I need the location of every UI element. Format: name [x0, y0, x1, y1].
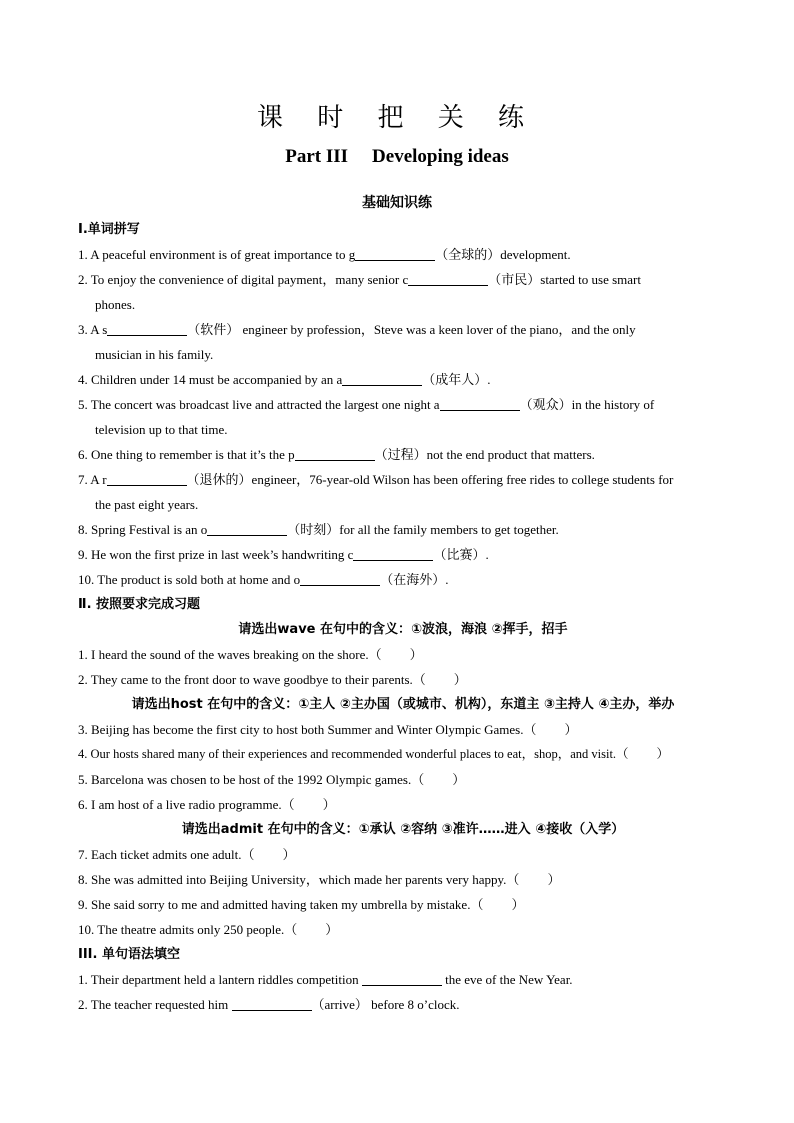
subtitle-topic: Developing ideas	[372, 146, 509, 167]
list-item: 9. He won the first prize in last week’s handwriting c （比赛）.	[78, 547, 489, 562]
subtitle-part: Part III	[285, 146, 349, 167]
list-item: 8. Spring Festival is an o （时刻）for all the family members to get together.	[78, 522, 559, 537]
part3-heading: III. 单句语法填空	[78, 947, 180, 962]
list-item: 8. She was admitted into Beijing University，which made her parents very happy.（ ）	[78, 872, 561, 887]
list-item: 3. A s （软件） engineer by profession，Steve was a keen lover of the piano，and the only	[78, 322, 636, 337]
list-item: 3. Beijing has become the first city to host both Summer and Winter Olympic Games.（ ）	[78, 722, 578, 737]
answer-blank[interactable]	[232, 996, 312, 1011]
list-item: 7. Each ticket admits one adult.（ ）	[78, 847, 296, 862]
host-prompt: 请选出host 在句中的含义：①主人 ②主办国（或城市、机构），东道主 ③主持人 ④主办，举办	[131, 697, 675, 712]
list-item: 5. Barcelona was chosen to be host of the 1992 Olympic games.（ ）	[78, 772, 466, 787]
answer-blank[interactable]	[342, 371, 422, 386]
page-subtitle	[0, 146, 794, 168]
list-item: 2. To enjoy the convenience of digital payment，many senior c （市民）started to use smart	[78, 272, 641, 287]
list-item: 2. They came to the front door to wave goodbye to their parents.（ ）	[78, 672, 467, 687]
section-title: 基础知识练	[362, 195, 432, 211]
list-item-continuation: musician in his family.	[95, 347, 214, 362]
answer-blank[interactable]	[300, 571, 380, 586]
list-item: 1. I heard the sound of the waves breaking on the shore.（ ）	[78, 647, 423, 662]
list-item: 6. One thing to remember is that it’s the p （过程）not the end product that matters.	[78, 447, 595, 462]
list-item: 1. Their department held a lantern riddles competition the eve of the New Year.	[78, 972, 573, 987]
list-item: 4. Children under 14 must be accompanied by an a （成年人）.	[78, 372, 491, 387]
answer-blank[interactable]	[207, 521, 287, 536]
list-item-continuation: television up to that time.	[95, 422, 228, 437]
list-item: 2. The teacher requested him （arrive） before 8 o’clock.	[78, 997, 460, 1012]
page-title: 课 时 把 关 练	[256, 103, 538, 133]
list-item: 1. A peaceful environment is of great importance to g （全球的）development.	[78, 247, 571, 262]
answer-blank[interactable]	[355, 246, 435, 261]
answer-blank[interactable]	[440, 396, 520, 411]
wave-prompt: 请选出wave 在句中的含义：①波浪，海浪 ②挥手，招手	[238, 622, 568, 637]
list-item: 4. Our hosts shared many of their experiences and recommended wonderful places to eat，shop，and visit.（ ）	[78, 747, 670, 761]
exercise-content	[78, 217, 728, 1017]
list-item: 10. The theatre admits only 250 people.（ ）	[78, 922, 339, 937]
answer-blank[interactable]	[295, 446, 375, 461]
answer-blank[interactable]	[353, 546, 433, 561]
answer-blank[interactable]	[362, 971, 442, 986]
list-item: 10. The product is sold both at home and o （在海外）.	[78, 572, 449, 587]
answer-blank[interactable]	[107, 471, 187, 486]
list-item: 9. She said sorry to me and admitted having taken my umbrella by mistake.（ ）	[78, 897, 525, 912]
admit-prompt: 请选出admit 在句中的含义：①承认 ②容纳 ③准许……进入 ④接收（入学）	[181, 822, 625, 837]
answer-blank[interactable]	[107, 321, 187, 336]
list-item: 5. The concert was broadcast live and attracted the largest one night a （观众）in the history of	[78, 397, 655, 412]
list-item-continuation: phones.	[95, 297, 136, 312]
list-item-continuation: the past eight years.	[95, 497, 199, 512]
part1-heading: Ⅰ.单词拼写	[78, 222, 140, 237]
answer-blank[interactable]	[408, 271, 488, 286]
part2-heading: Ⅱ. 按照要求完成习题	[78, 597, 201, 612]
list-item: 7. A r （退休的）engineer，76-year-old Wilson has been offering free rides to college students for	[78, 472, 674, 487]
list-item: 6. I am host of a live radio programme.（ ）	[78, 797, 336, 812]
